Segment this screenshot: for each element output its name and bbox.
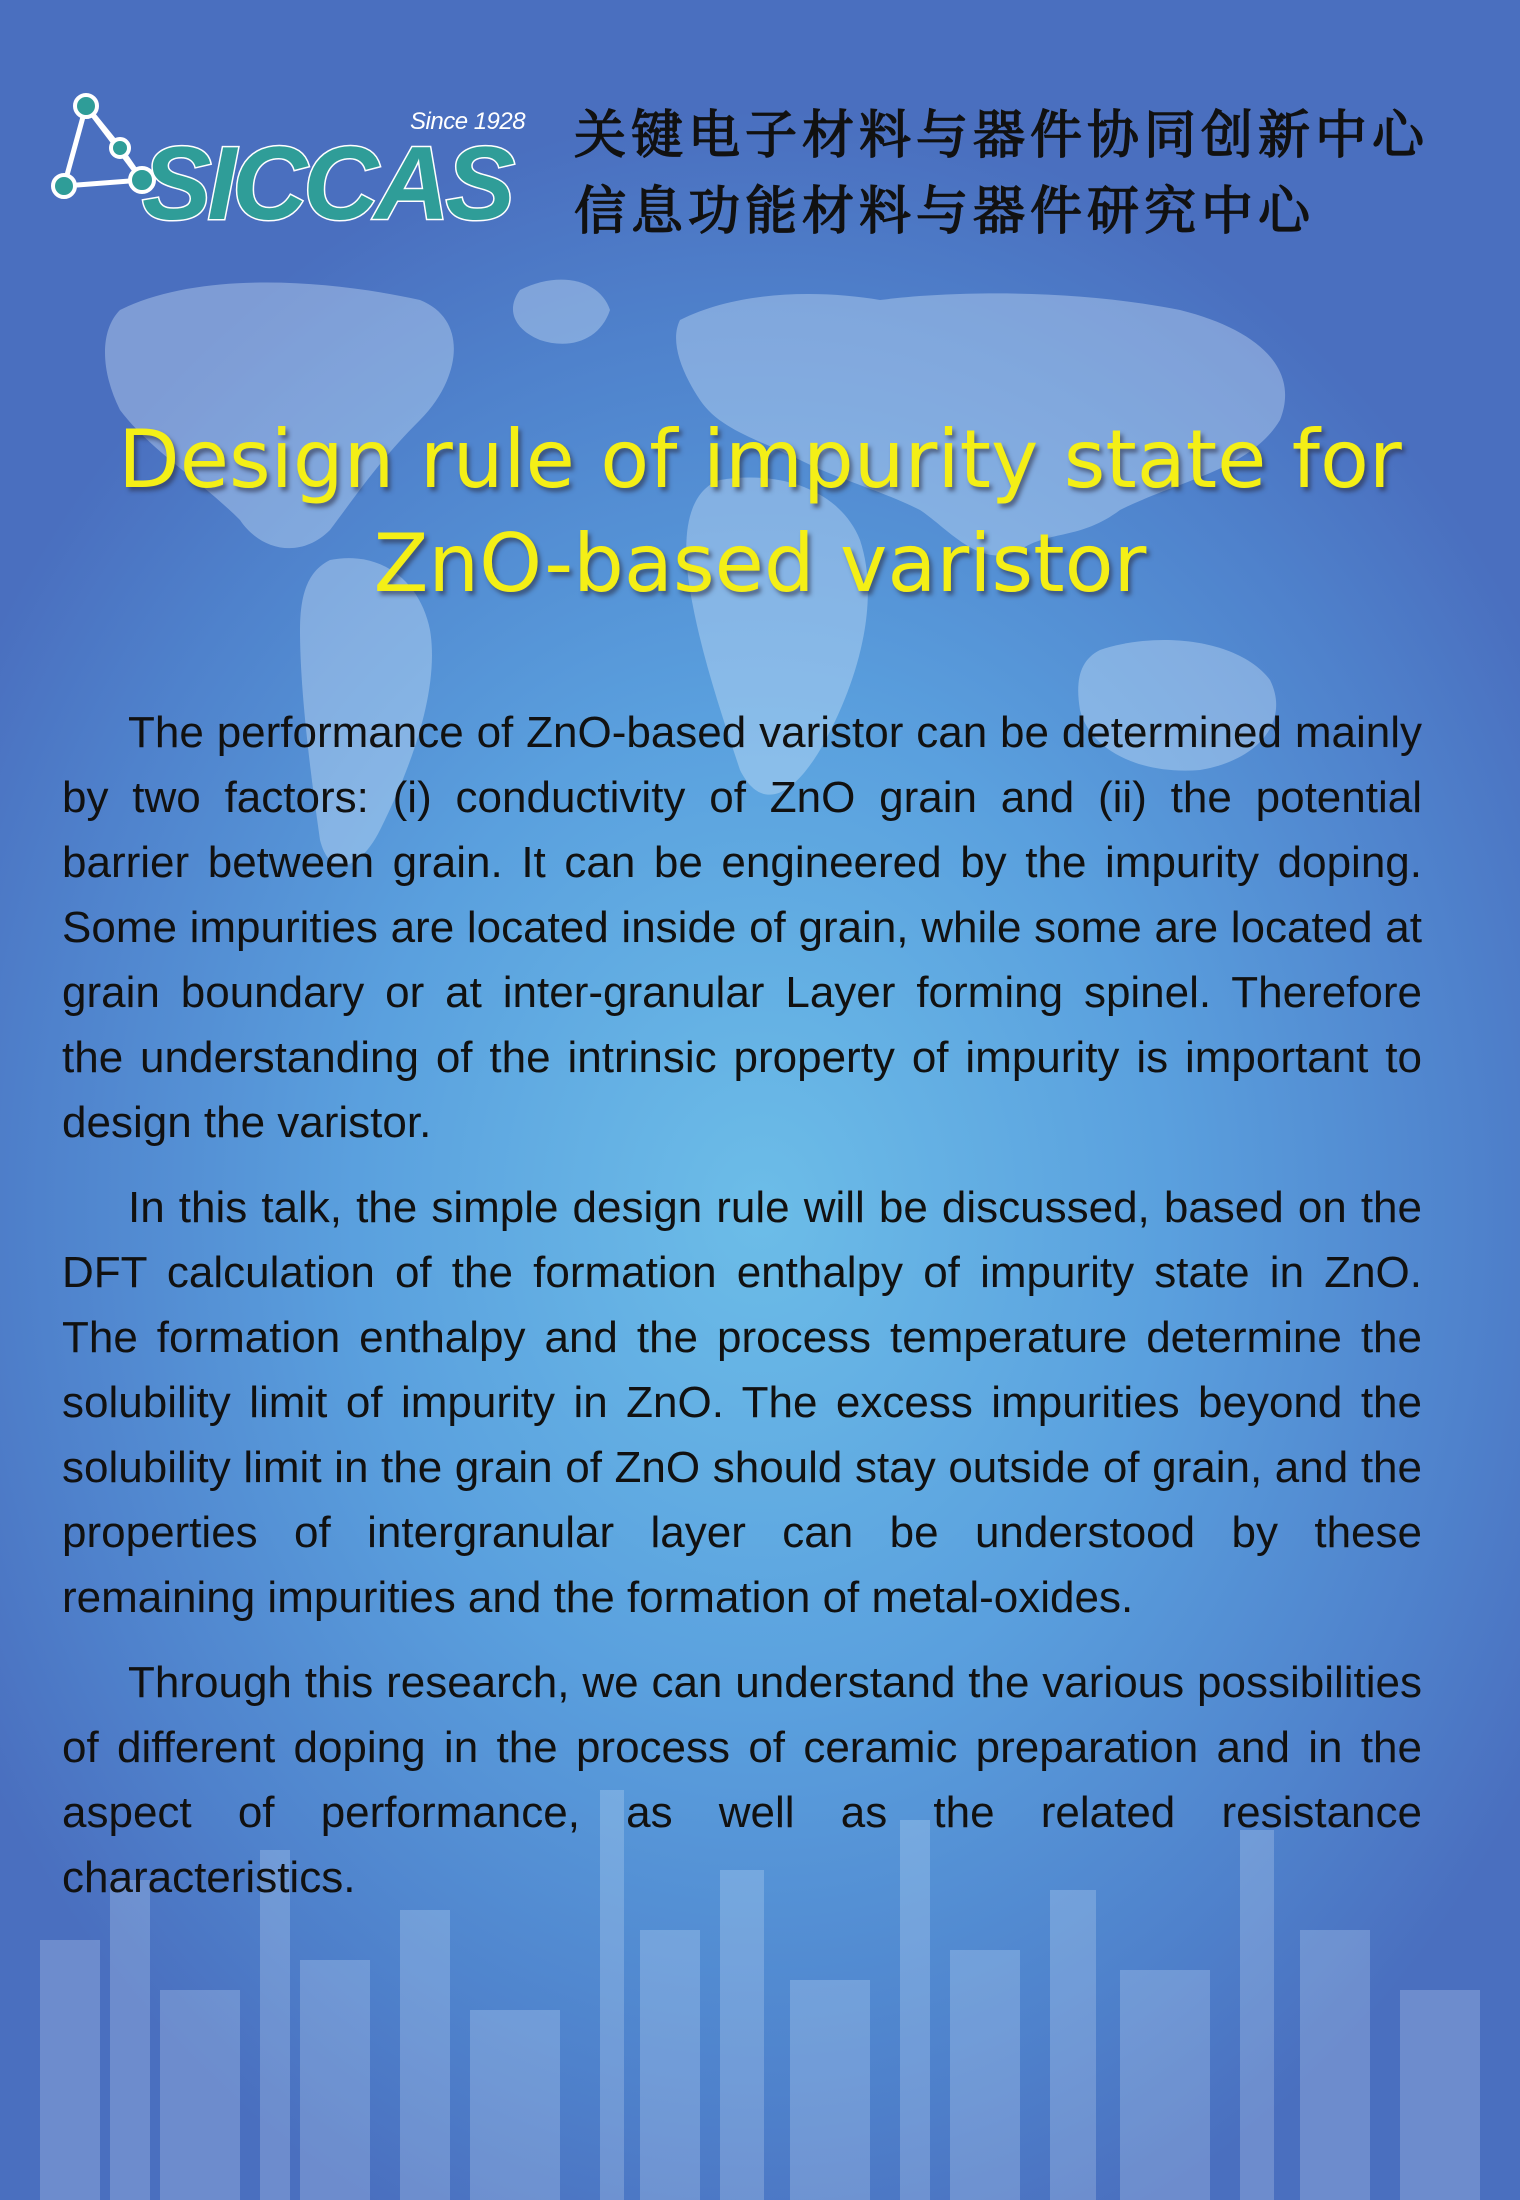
abstract-paragraph-1: The performance of ZnO-based varistor can be determined mainly by two factors: (i) conductivity of ZnO grain and (ii) the potential barrier between grain. It can be engineered by the impurity doping. Some impurities are located inside of grain, while some are located at grain boundary or at inter-granular Layer forming spinel. Therefore the understanding of the intrinsic property of impurity is important to design the varistor. (62, 708, 1422, 1147)
abstract-paragraph-2: In this talk, the simple design rule will be discussed, based on the DFT calculation of the formation enthalpy of impurity state in ZnO. The formation enthalpy and the process temperature determine the solubility limit of impurity in ZnO. The excess impurities beyond the solubility limit in the grain of ZnO should stay outside of grain, and the properties of intergranular layer can be understood by these remaining impurities and the formation of metal-oxides. (62, 1183, 1422, 1622)
org-name-line-2: 信息功能材料与器件研究中心 (574, 181, 1316, 242)
title-line-2: ZnO-based varistor (373, 517, 1147, 610)
title-line-1: Design rule of impurity state for (118, 413, 1402, 506)
org-name-line-1: 关键电子材料与器件协同创新中心 (574, 105, 1430, 166)
abstract-paragraph-3: Through this research, we can understand the various possibilities of different doping in the process of ceramic preparation and in the aspect of performance, as well as the related resistance characteristics. (62, 1658, 1422, 1902)
header (50, 88, 1470, 242)
siccas-logo (50, 88, 550, 242)
abstract-body (62, 700, 1422, 1930)
organization-names (574, 98, 1474, 250)
logo-wordmark: SICCAS (142, 126, 511, 242)
logo-since-text: Since 1928 (410, 108, 526, 135)
poster-title (20, 408, 1500, 616)
